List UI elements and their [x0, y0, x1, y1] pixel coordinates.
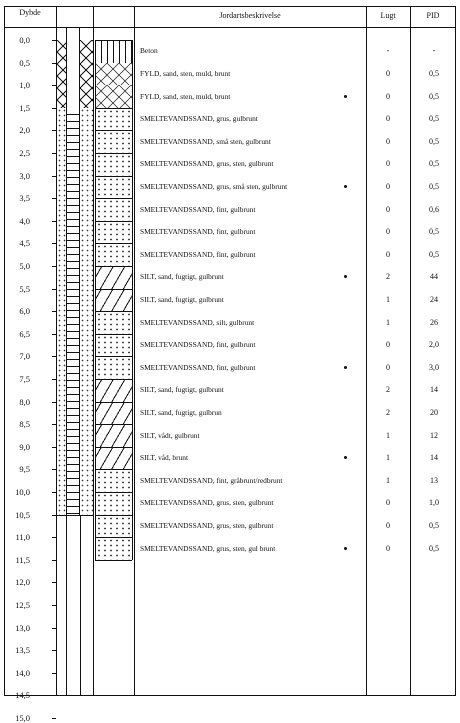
depth-label: 1,5	[19, 102, 30, 113]
layer-pattern-sand	[95, 356, 132, 379]
depth-label: 0,0	[19, 35, 30, 45]
well-lower-left	[66, 515, 67, 696]
depth-label: 14,5	[15, 690, 30, 701]
backfill-seal-left	[57, 40, 66, 108]
smell-value: 0	[386, 159, 390, 169]
depth-tick	[52, 63, 56, 64]
layer-pattern-sand	[95, 153, 132, 176]
depth-tick	[52, 221, 56, 222]
layer-pattern-silt	[95, 289, 132, 312]
layer-description: SMELTEVANDSSAND, grus, sten, gulbrunt	[140, 159, 274, 169]
depth-tick	[52, 447, 56, 448]
layer-pattern-beton	[95, 40, 132, 63]
layer-description: SILT, sand, fugtigt, gulbrunt	[140, 385, 224, 395]
depth-tick	[52, 650, 56, 651]
depth-tick	[52, 695, 56, 696]
depth-tick	[52, 289, 56, 290]
pid-value: 0,5	[429, 136, 439, 146]
layer-pattern-sand	[95, 198, 132, 221]
pid-value: 0,6	[429, 204, 439, 214]
layer-pattern-sand	[95, 492, 132, 515]
header-depth: Dybde	[19, 8, 41, 17]
col-divider-lugt	[410, 6, 411, 696]
layer-description: SILT, våd, brunt	[140, 453, 189, 463]
pid-value: 1,0	[429, 498, 439, 508]
depth-tick	[52, 198, 56, 199]
depth-tick	[52, 334, 56, 335]
pid-value: 14	[430, 453, 438, 463]
layer-description: FYLD, sand, sten, muld, brunt	[140, 91, 231, 101]
layer-description: SMELTEVANDSSAND, grus, gulbrunt	[140, 114, 258, 124]
pid-value: 26	[430, 317, 438, 327]
depth-tick	[52, 492, 56, 493]
layer-pattern-silt	[95, 424, 132, 447]
depth-label: 10,0	[15, 487, 30, 497]
depth-label: 4,0	[19, 215, 30, 226]
col-divider-desc	[366, 6, 367, 696]
layer-description: SMELTEVANDSSAND, fint, gulbrunt	[140, 249, 256, 259]
layer-pattern-sand	[95, 515, 132, 538]
pid-value: 20	[430, 407, 438, 417]
pid-value: 13	[430, 475, 438, 485]
depth-label: 12,5	[15, 600, 30, 610]
layer-pattern-sand	[95, 243, 132, 266]
smell-value: 2	[386, 272, 390, 282]
depth-label: 6,5	[19, 328, 30, 339]
smell-value: 0	[386, 362, 390, 372]
header-description: Jordartsbeskrivelse	[219, 11, 281, 20]
pid-value: 0,5	[429, 227, 439, 237]
layer-pattern-sand	[95, 334, 132, 357]
profile-right-edge	[132, 40, 133, 560]
layer-pattern-silt	[95, 266, 132, 289]
depth-tick	[52, 379, 56, 380]
well-riser-pipe	[66, 28, 80, 108]
smell-value: 0	[386, 227, 390, 237]
smell-value: 0	[386, 543, 390, 553]
layer-pattern-sand	[95, 221, 132, 244]
depth-tick	[52, 40, 56, 41]
layer-description: SMELTEVANDSSAND, fint, gulbrunt	[140, 362, 256, 372]
depth-tick	[52, 176, 56, 177]
depth-tick	[52, 628, 56, 629]
layer-pattern-sand	[95, 130, 132, 153]
sample-marker	[344, 547, 347, 550]
layer-description: SMELTEVANDSSAND, fint, gulbrunt	[140, 340, 256, 350]
header-smell: Lugt	[380, 11, 396, 20]
well-bottom-line	[57, 515, 93, 516]
pid-value: 12	[430, 430, 438, 440]
layer-pattern-silt	[95, 402, 132, 425]
depth-tick	[52, 108, 56, 109]
layer-description: SMELTEVANDSSAND, fint, gulbrunt	[140, 227, 256, 237]
layer-description: SMELTEVANDSSAND, grus, sten, gulbrunt	[140, 498, 274, 508]
depth-tick	[52, 130, 56, 131]
backfill-seal-right	[80, 40, 93, 108]
depth-label: 14,0	[15, 667, 30, 678]
smell-value: 0	[386, 91, 390, 101]
layer-description: SMELTEVANDSSAND, fint, gråbrunt/redbrunt	[140, 475, 283, 485]
depth-label: 8,5	[19, 419, 30, 430]
depth-tick	[52, 243, 56, 244]
depth-tick	[52, 153, 56, 154]
smell-value: 0	[386, 498, 390, 508]
depth-tick	[52, 356, 56, 357]
pid-value: 0,5	[429, 181, 439, 191]
layer-pattern-sand	[95, 311, 132, 334]
well-lower-right	[80, 515, 81, 696]
depth-label: 6,0	[19, 306, 30, 317]
pid-value: 0,5	[429, 159, 439, 169]
smell-value: 1	[386, 453, 390, 463]
depth-label: 2,0	[19, 125, 30, 136]
sample-marker	[344, 185, 347, 188]
pid-value: 44	[430, 272, 438, 282]
depth-label: 13,5	[15, 645, 30, 656]
depth-tick	[52, 673, 56, 674]
layer-description: SILT, sand, fugtigt, gulbrun	[140, 407, 222, 417]
profile-left-edge	[95, 40, 96, 560]
depth-label: 3,0	[19, 170, 30, 181]
layer-description: SMELTEVANDSSAND, små sten, gulbrunt	[140, 136, 271, 146]
layer-pattern-silt	[95, 379, 132, 402]
header-pid: PID	[426, 11, 440, 20]
depth-tick	[52, 515, 56, 516]
depth-label: 9,0	[19, 441, 30, 452]
smell-value: 0	[386, 340, 390, 350]
pid-value: 0,5	[429, 249, 439, 259]
smell-value: 2	[386, 407, 390, 417]
smell-value: 1	[386, 475, 390, 485]
layer-pattern-fill	[95, 63, 132, 86]
smell-value: 0	[386, 68, 390, 78]
layer-description: SMELTEVANDSSAND, fint, gulbrunt	[140, 204, 256, 214]
filter-sand-right	[80, 108, 93, 515]
layer-description: SILT, vådt, gulbrunt	[140, 430, 200, 440]
smell-value: -	[386, 46, 390, 56]
layer-boundary-bottom	[95, 560, 132, 561]
depth-tick	[52, 424, 56, 425]
depth-label: 5,0	[19, 261, 30, 271]
layer-description: FYLD, sand, sten, muld, brunt	[140, 68, 231, 78]
smell-value: 1	[386, 317, 390, 327]
depth-tick	[52, 605, 56, 606]
pid-value: 3,0	[429, 362, 439, 372]
smell-value: 1	[386, 294, 390, 304]
layer-description: SMELTEVANDSSAND, grus, små sten, gulbrunt	[140, 181, 288, 191]
sample-marker	[344, 95, 347, 98]
smell-value: 2	[386, 385, 390, 395]
layer-pattern-silt	[95, 447, 132, 470]
depth-tick	[52, 560, 56, 561]
pid-value: 14	[430, 385, 438, 395]
smell-value: 1	[386, 430, 390, 440]
col-divider-profile	[134, 6, 135, 696]
depth-label: 9,5	[19, 464, 30, 475]
pid-value: 0,5	[429, 91, 439, 101]
smell-value: 0	[386, 114, 390, 124]
pid-value: 2,0	[429, 340, 439, 350]
pid-value: 0,5	[429, 114, 439, 124]
layer-description: Beton	[140, 46, 158, 56]
depth-label: 13,0	[15, 622, 30, 633]
depth-label: 3,5	[19, 193, 30, 204]
depth-label: 2,5	[19, 148, 30, 158]
col-divider-well	[93, 6, 94, 696]
depth-label: 4,5	[19, 238, 30, 249]
layer-pattern-sand	[95, 176, 132, 199]
smell-value: 0	[386, 204, 390, 214]
depth-tick	[52, 402, 56, 403]
depth-label: 11,0	[15, 532, 30, 543]
depth-tick	[52, 311, 56, 312]
layer-description: SILT, sand, fugtigt, gulbrunt	[140, 272, 224, 282]
depth-label: 0,5	[19, 57, 30, 68]
depth-tick	[52, 582, 56, 583]
layer-pattern-sand	[95, 469, 132, 492]
depth-tick	[52, 718, 56, 719]
sample-marker	[344, 366, 347, 369]
pid-value: -	[432, 46, 436, 56]
depth-label: 11,5	[15, 554, 30, 565]
layer-pattern-sand	[95, 537, 132, 560]
smell-value: 0	[386, 136, 390, 146]
pid-value: 0,5	[429, 543, 439, 553]
filter-sand-left	[57, 108, 66, 515]
well-screen	[66, 108, 80, 515]
smell-value: 0	[386, 181, 390, 191]
depth-label: 10,5	[15, 509, 30, 520]
pid-value: 0,5	[429, 68, 439, 78]
depth-label: 8,0	[19, 396, 30, 407]
depth-tick	[52, 85, 56, 86]
depth-label: 5,5	[19, 283, 30, 294]
pid-value: 0,5	[429, 520, 439, 530]
layer-description: SMELTEVANDSSAND, silt, gulbrunt	[140, 317, 255, 327]
depth-tick	[52, 469, 56, 470]
depth-label: 15,0	[15, 713, 30, 723]
smell-value: 0	[386, 520, 390, 530]
layer-pattern-fill	[95, 85, 132, 108]
layer-description: SMELTEVANDSSAND, grus, sten, gul brunt	[140, 543, 276, 553]
layer-description: SMELTEVANDSSAND, grus, sten, gulbrunt	[140, 520, 274, 530]
depth-label: 7,0	[19, 351, 30, 362]
depth-tick	[52, 266, 56, 267]
layer-pattern-sand	[95, 108, 132, 131]
smell-value: 0	[386, 249, 390, 259]
depth-label: 12,0	[15, 577, 30, 588]
pid-value: 24	[430, 294, 438, 304]
layer-description: SILT, sand, fugtigt, gulbrunt	[140, 294, 224, 304]
depth-tick	[52, 537, 56, 538]
depth-label: 1,0	[19, 80, 30, 91]
depth-label: 7,5	[19, 374, 30, 384]
